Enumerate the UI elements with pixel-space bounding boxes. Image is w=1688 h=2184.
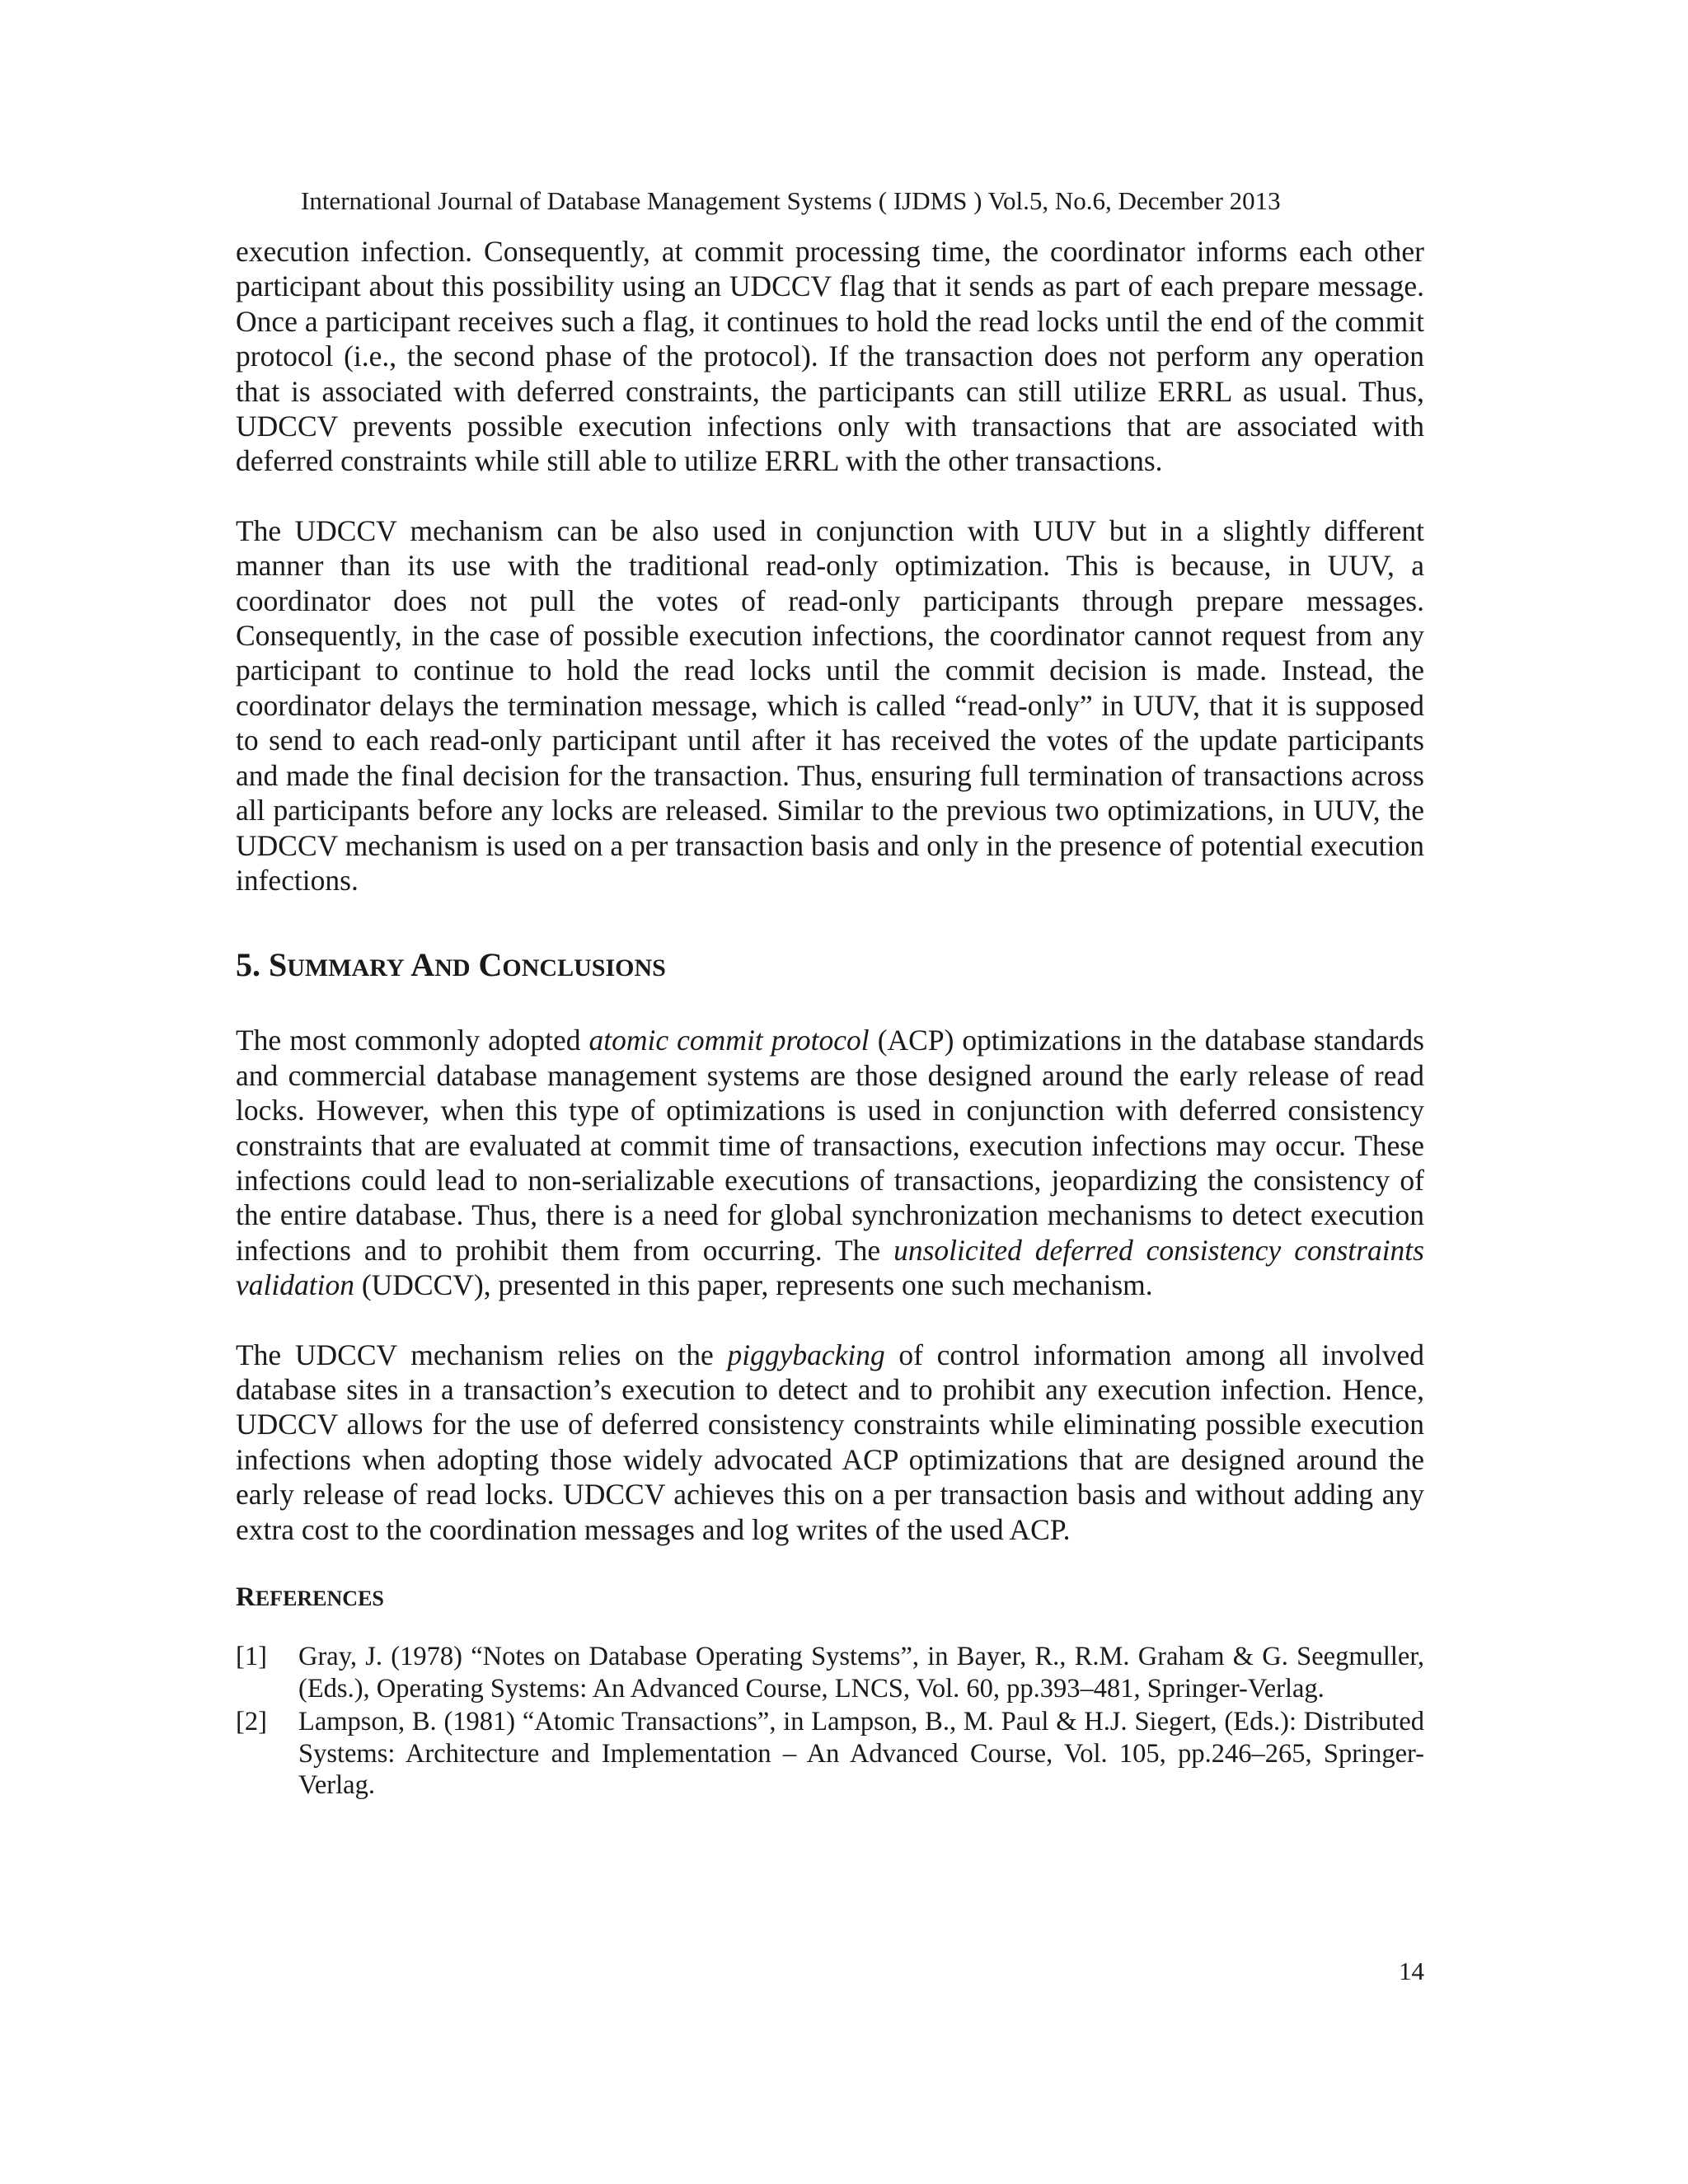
reference-text: Lampson, B. (1981) “Atomic Transactions”, in Lampson, B., M. Paul & H.J. Siegert, (Eds.): Distributed Systems: Architecture and Implementation – An Advanced Course, Vol. 105, pp.246–265, Springer-Verlag. xyxy=(298,1707,1424,1800)
reference-number: [1] xyxy=(236,1642,267,1671)
heading-word-3-initial: C xyxy=(478,946,503,984)
heading-word-2-rest: ND xyxy=(434,954,471,982)
text-run: (ACP) optimizations in the database standards and commercial database management systems are those designed around the early release of read locks. However, when this type of optimizations is used in conjunction with deferred consistency constraints that are evaluated at commit time of transactions, execution infections may occur. These infections could lead to non-serializable executions of transactions, jeopardizing the consistency of the entire database. Thus, there is a need for global synchronization mechanisms to detect execution infections and to prohibit them from occurring. The xyxy=(236,1024,1424,1267)
heading-word-2-initial: A xyxy=(410,946,435,984)
references-heading xyxy=(236,1580,1424,1616)
italic-term-atomic-commit-protocol: atomic commit protocol xyxy=(588,1024,870,1057)
heading-word-3-rest: ONCLUSIONS xyxy=(502,954,666,982)
italic-term-piggybacking: piggybacking xyxy=(727,1338,885,1371)
text-run: of control information among all involved database sites in a transaction’s execution to detect and to prohibit any execution infection. Hence, UDCCV allows for the use of deferred consistency constraints while eliminating possible execution infections when adopting those widely advocated ACP optimizations that are designed around the early release of read locks. UDCCV achieves this on a per transaction basis and without adding any extra cost to the coordination messages and log writes of the used ACP. xyxy=(236,1338,1424,1546)
page-content xyxy=(236,234,1424,1803)
text-run: The UDCCV mechanism relies on the xyxy=(236,1338,728,1371)
italic-term-udccv: unsolicited deferred consistency constraints validation xyxy=(236,1233,1424,1302)
reference-list xyxy=(236,1641,1424,1802)
conclusion-paragraph-2 xyxy=(236,1338,1424,1547)
text-run: (UDCCV), presented in this paper, represents one such mechanism. xyxy=(354,1268,1153,1302)
heading-word-1-initial: S xyxy=(269,946,288,984)
body-paragraph-1: execution infection. Consequently, at commit processing time, the coordinator informs each other participant about this possibility using an UDCCV flag that it sends as part of each prepare message. Once a participant receives such a flag, it continues to hold the read locks until the end of the commit protocol (i.e., the second phase of the protocol). If the transaction does not perform any operation that is associated with deferred constraints, the participants can still utilize ERRL as usual. Thus, UDCCV prevents possible execution infections only with transactions that are associated with deferred constraints while still able to utilize ERRL with the other transactions. xyxy=(236,235,1424,478)
references-heading-initial: R xyxy=(236,1582,256,1612)
reference-number: [2] xyxy=(236,1707,267,1736)
section-number: 5. xyxy=(236,946,269,984)
heading-word-1-rest: UMMARY xyxy=(287,954,405,982)
text-run: The most commonly adopted xyxy=(236,1024,589,1057)
reference-text: Gray, J. (1978) “Notes on Database Operating Systems”, in Bayer, R., R.M. Graham & G. Seegmuller, (Eds.), Operating Systems: An Advanced Course, LNCS, Vol. 60, pp.393–481, Springer-Verlag. xyxy=(298,1642,1424,1704)
conclusion-paragraph-1 xyxy=(236,1023,1424,1302)
running-header: International Journal of Database Management Systems ( IJDMS ) Vol.5, No.6, December 2013 xyxy=(301,186,1281,215)
section-heading-summary-and-conclusions xyxy=(236,945,1424,988)
page-number: 14 xyxy=(1399,1957,1424,1985)
reference-item xyxy=(236,1706,1424,1802)
reference-item xyxy=(236,1641,1424,1704)
references-heading-rest: EFERENCES xyxy=(255,1586,384,1610)
body-paragraph-2: The UDCCV mechanism can be also used in conjunction with UUV but in a slightly different manner than its use with the traditional read-only optimization. This is because, in UUV, a coordinator does not pull the votes of read-only participants through prepare messages. Consequently, in the case of possible execution infections, the coordinator cannot request from any participant to continue to hold the read locks until the commit decision is made. Instead, the coordinator delays the termination message, which is called “read-only” in UUV, that it is supposed to send to each read-only participant until after it has received the votes of the update participants and made the final decision for the transaction. Thus, ensuring full termination of transactions across all participants before any locks are released. Similar to the previous two optimizations, in UUV, the UDCCV mechanism is used on a per transaction basis and only in the presence of potential execution infections. xyxy=(236,513,1424,897)
